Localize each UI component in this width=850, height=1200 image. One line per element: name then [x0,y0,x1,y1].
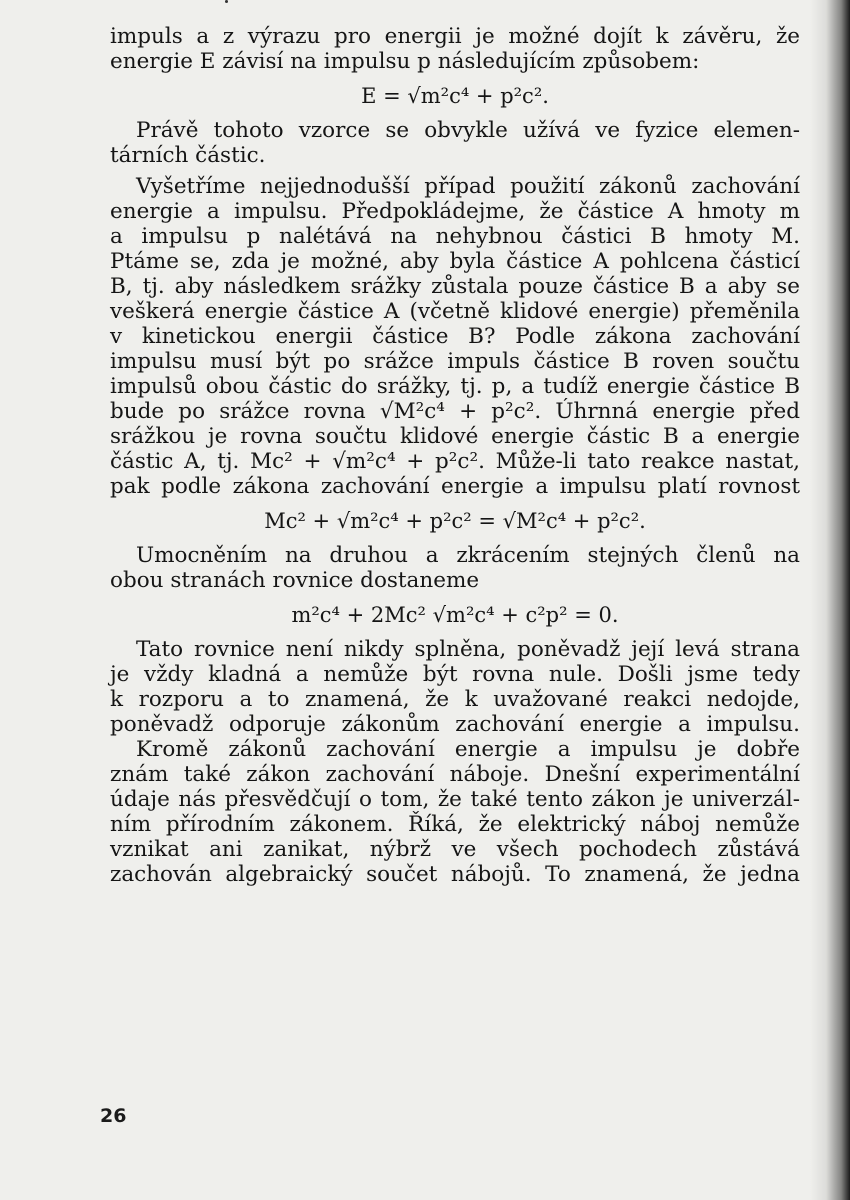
text-line: ním přírodním zákonem. Říká, že elektrický náboj nemůže [110,812,800,837]
text-line: vznikat ani zanikat, nýbrž ve všech pochodech zůstává [110,837,800,862]
formula-energy: E = √m²c⁴ + p²c². [361,84,549,108]
text-line: v kinetickou energii částice B? Podle zákona zachování [110,324,800,349]
text-line: pak podle zákona zachování energie a impulsu platí rovnost [110,474,800,499]
text-line: tárních částic. [110,143,266,168]
text-line: bude po srážce rovna √M²c⁴ + p²c². Úhrnná energie před [110,399,800,424]
text-line: částic A, tj. Mc² + √m²c⁴ + p²c². Může-li tato reakce nastat, [110,449,800,474]
text-line: energie a impulsu. Předpokládejme, že částice A hmoty m [110,199,800,224]
formula-squared: m²c⁴ + 2Mc² √m²c⁴ + c²p² = 0. [291,603,619,627]
text-line: B, tj. aby následkem srážky zůstala pouze částice B a aby se [110,274,800,299]
text-line: k rozporu a to znamená, že k uvažované reakci nedojde, [110,687,800,712]
book-gutter-shadow [810,0,850,1200]
formula-conservation: Mc² + √m²c⁴ + p²c² = √M²c⁴ + p²c². [264,509,646,533]
text-line: zachován algebraický součet nábojů. To znamená, že jedna [110,862,800,887]
paragraph-start-line: Tato rovnice není nikdy splněna, poněvadž její levá strana [136,637,800,662]
text-line: impuls a z výrazu pro energii je možné dojít k závěru, že [110,24,800,49]
text-line: je vždy kladná a nemůže být rovna nule. Došli jsme tedy [110,662,800,687]
text-line: srážkou je rovna součtu klidové energie částic B a energie [110,424,800,449]
text-line: poněvadž odporuje zákonům zachování energie a impulsu. [110,712,800,737]
text-line: znám také zákon zachování náboje. Dnešní experimentální [110,762,800,787]
paragraph-start-line: Vyšetříme nejjednodušší případ použití zákonů zachování [136,174,800,199]
text-line: veškerá energie částice A (včetně klidové energie) přeměnila [110,299,800,324]
paragraph-start-line: Umocněním na druhou a zkrácením stejných členů na [136,543,800,568]
text-line: a impulsu p nalétává na nehybnou částici B hmoty M. [110,224,800,249]
paragraph-start-line: Kromě zákonů zachování energie a impulsu je dobře [136,737,800,762]
speck-mark [225,0,228,3]
text-line: obou stranách rovnice dostaneme [110,568,480,593]
text-line: údaje nás přesvědčují o tom, že také tento zákon je univerzál- [110,787,800,812]
text-line: impulsu musí být po srážce impuls částice B roven součtu [110,349,800,374]
text-line: energie E závisí na impulsu p následujícím způsobem: [110,49,700,74]
paragraph-start-line: Právě tohoto vzorce se obvykle užívá ve fyzice elemen- [136,118,800,143]
page-text [110,24,800,887]
text-line: Ptáme se, zda je možné, aby byla částice A pohlcena částicí [110,249,800,274]
text-line: impulsů obou částic do srážky, tj. p, a tudíž energie částice B [110,374,800,399]
page-number: 26 [100,1105,127,1127]
